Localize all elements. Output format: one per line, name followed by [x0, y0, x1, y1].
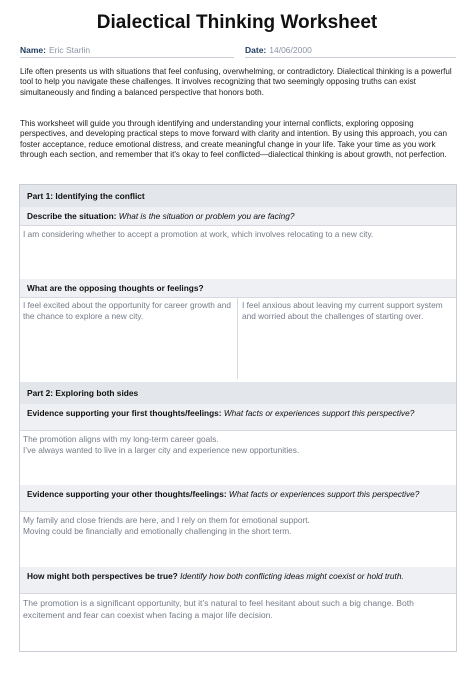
describe-label: Describe the situation: [27, 211, 117, 221]
other-evidence-hint: What facts or experiences support this perspective? [228, 489, 420, 499]
name-field[interactable] [20, 45, 90, 55]
both-true-label: How might both perspectives be true? [27, 571, 178, 581]
date-label: Date: [245, 45, 267, 55]
other-evidence-answer-2: Moving could be financially and emotionally challenging in the short term. [23, 526, 292, 536]
describe-question [20, 207, 456, 225]
first-evidence-question [20, 404, 456, 430]
part2-heading: Part 2: Exploring both sides [20, 382, 456, 404]
both-true-answer: The promotion is a significant opportunity, but it’s natural to feel hesitant about such a big change. Both excitement and fear can coexist when facing a major life decision. [23, 598, 414, 620]
opposing-label: What are the opposing thoughts or feelings? [27, 283, 204, 293]
page-title: Dialectical Thinking Worksheet [96, 12, 378, 33]
describe-answer: I am considering whether to accept a promotion at work, which involves relocating to a new city. [23, 229, 374, 239]
both-true-hint: Identify how both conflicting ideas might coexist or hold truth. [180, 571, 404, 581]
opposing-question [20, 279, 456, 297]
part1-heading: Part 1: Identifying the conflict [20, 185, 456, 207]
worksheet-form [19, 184, 457, 652]
opposing-divider [237, 298, 238, 379]
name-underline [20, 57, 234, 58]
first-evidence-label: Evidence supporting your first thoughts/feelings: [27, 408, 222, 418]
other-evidence-answer-box[interactable] [20, 511, 456, 567]
name-value[interactable]: Eric Starlin [48, 45, 91, 55]
opposing-left-answer[interactable]: I feel excited about the opportunity for career growth and the chance to explore a new city. [23, 300, 232, 321]
first-evidence-answer-1: The promotion aligns with my long-term career goals. [23, 434, 219, 444]
opposing-right-answer[interactable]: I feel anxious about leaving my current support system and worried about the challenges of starting over. [242, 300, 443, 321]
first-evidence-hint: What facts or experiences support this perspective? [223, 408, 415, 418]
other-evidence-question [20, 485, 456, 511]
other-evidence-label: Evidence supporting your other thoughts/feelings: [27, 489, 227, 499]
intro-paragraph-2: This worksheet will guide you through identifying and understanding your internal conflicts, exploring opposing perspectives, and developing practical steps to move forward with clarity and intention. By using this approach, you can foster acceptance, reduce emotional distress, and create meaningful change in your life. Take your time as you work through each section, and remember that it's okay to feel conflicted—dialectical thinking is about growth, not perfection. [20, 119, 447, 160]
describe-answer-box[interactable] [20, 225, 456, 279]
first-evidence-answer-2: I’ve always wanted to live in a larger city and experience new opportunities. [23, 445, 300, 455]
name-label: Name: [20, 45, 46, 55]
intro-paragraph-1: Life often presents us with situations that feel confusing, overwhelming, or contradictory. Dialectical thinking is a powerful tool to help you navigate these challenges. It involves recognizing that two seemingly opposing truths can exist simultaneously and finding a balanced perspective that honors both. [20, 67, 452, 97]
both-true-question [20, 567, 456, 593]
date-underline [245, 57, 456, 58]
date-field[interactable] [245, 45, 312, 55]
describe-hint: What is the situation or problem you are facing? [118, 211, 295, 221]
other-evidence-answer-1: My family and close friends are here, and I rely on them for emotional support. [23, 515, 310, 525]
date-value[interactable]: 14/06/2000 [269, 45, 312, 55]
both-true-answer-box[interactable] [20, 593, 456, 651]
first-evidence-answer-box[interactable] [20, 430, 456, 482]
